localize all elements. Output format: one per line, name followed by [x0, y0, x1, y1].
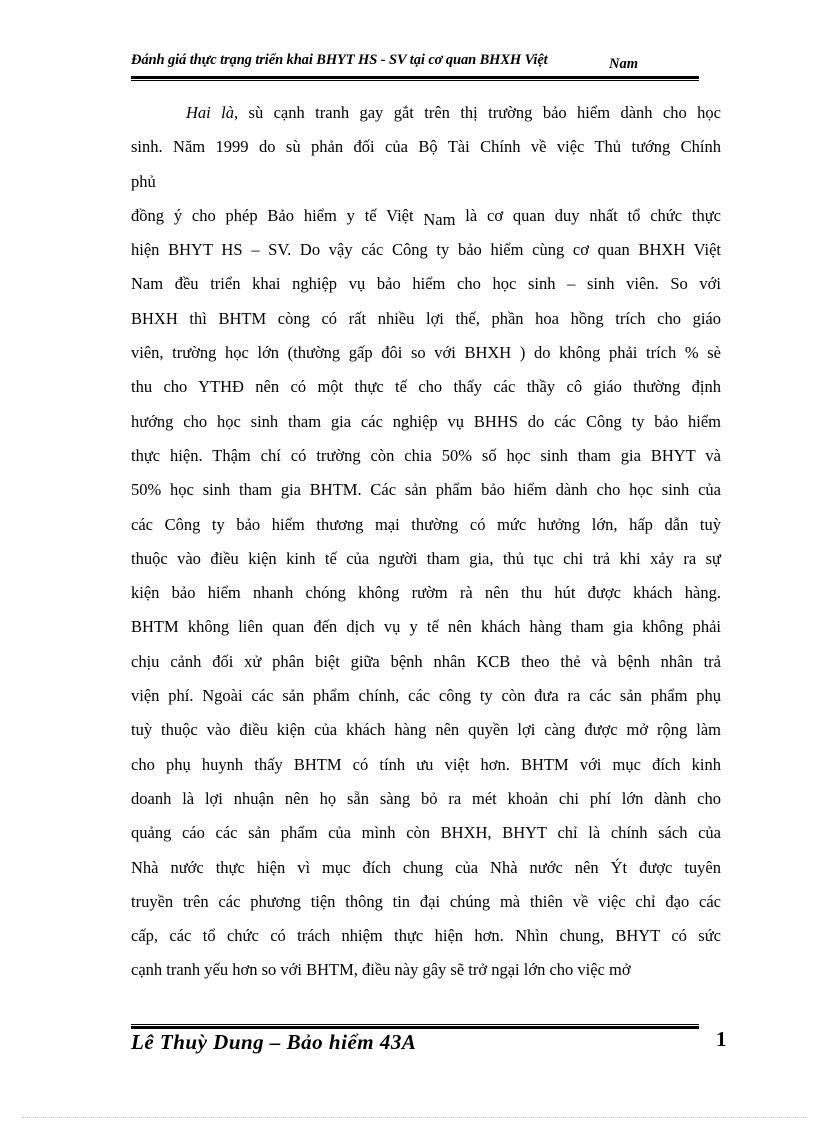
text-line: kiện bảo hiểm nhanh chóng không rườm rà nên thu hút được khách hàng. [131, 583, 721, 603]
page-number: 1 [716, 1027, 727, 1051]
text-line: BHTM không liên quan đến dịch vụ y tế nên khách hàng tham gia không phải [131, 617, 721, 637]
text-line: thuộc vào điều kiện kinh tế của người tham gia, thủ tục chi trả khi xảy ra sự [131, 548, 721, 568]
page-header [131, 50, 699, 74]
page-bottom-border [22, 1117, 808, 1118]
header-rule [131, 76, 699, 81]
text-line: cho phụ huynh thấy BHTM có tính ưu việt hơn. BHTM với mục đích kinh [131, 754, 721, 774]
text-line: BHXH thì BHTM còng có rất nhiều lợi thế, phần hoa hồng trích cho giáo [131, 308, 721, 328]
text-line: Hai là, sù cạnh tranh gay gắt trên thị trường bảo hiểm dành cho học [186, 103, 721, 122]
text-line: doanh là lợi nhuận nên họ sẵn sàng bỏ ra mét khoản chi phí lớn dành cho [131, 788, 721, 808]
footer-rule [131, 1024, 699, 1029]
text-line: viện phí. Ngoài các sản phẩm chính, các công ty còn đưa ra các sản phẩm phụ [131, 686, 721, 706]
text-line: 50% học sinh tham gia BHTM. Các sản phẩm bảo hiểm dành cho học sinh của [131, 480, 721, 500]
text-line: hiện BHYT HS – SV. Do vậy các Công ty bảo hiểm cùng cơ quan BHXH Việt [131, 240, 721, 260]
text-line: phủ [131, 171, 156, 191]
text-line: sinh. Năm 1999 do sù phản đối của Bộ Tài Chính về việc Thủ tướng Chính [131, 137, 721, 157]
text-line: cạnh tranh yếu hơn so với BHTM, điều này gây sẽ trở ngại lớn cho việc mở [131, 960, 631, 980]
text-line: đồng ý cho phép Bảo hiểm y tế Việt Nam là cơ quan duy nhất tổ chức thực [131, 205, 721, 229]
text-line: thực hiện. Thậm chí có trường còn chia 50% số học sinh tham gia BHYT và [131, 445, 721, 465]
text-line: quảng cáo các sản phẩm của mình còn BHXH, BHYT chỉ là chính sách của [131, 823, 721, 843]
text-line: chịu cảnh đối xử phân biệt giữa bệnh nhân KCB theo thẻ và bệnh nhân trả [131, 651, 721, 671]
text-line: các Công ty bảo hiểm thương mại thường có mức hưởng lớn, hấp dẫn tuỳ [131, 514, 721, 534]
text-line: Nam đều triển khai nghiệp vụ bảo hiểm cho học sinh – sinh viên. So với [131, 274, 721, 294]
text-line: cấp, các tổ chức có trách nhiệm thực hiện hơn. Nhìn chung, BHYT có sức [131, 926, 721, 946]
header-title-suffix: Nam [609, 56, 638, 72]
text-line: truyền trên các phương tiện thông tin đại chúng mà thiên về việc chỉ đạo các [131, 891, 721, 911]
body-text [131, 96, 721, 988]
text-line: Nhà nước thực hiện vì mục đích chung của Nhà nước nên Ýt được tuyên [131, 857, 721, 877]
text-line: tuỳ thuộc vào điều kiện của khách hàng nên quyền lợi càng được mở rộng làm [131, 720, 721, 740]
text-line: thu cho YTHĐ nên có một thực tế cho thấy các thầy cô giáo thường định [131, 377, 721, 397]
header-title: Đánh giá thực trạng triển khai BHYT HS - SV tại cơ quan BHXH Việt [131, 52, 548, 68]
text-line: hướng cho học sinh tham gia các nghiệp vụ BHHS do các Công ty bảo hiểm [131, 411, 721, 431]
text-line: viên, trường học lớn (thường gấp đôi so với BHXH ) do không phải trích % sè [131, 343, 721, 363]
footer-author: Lê Thuỳ Dung – Bảo hiểm 43A [131, 1030, 417, 1054]
